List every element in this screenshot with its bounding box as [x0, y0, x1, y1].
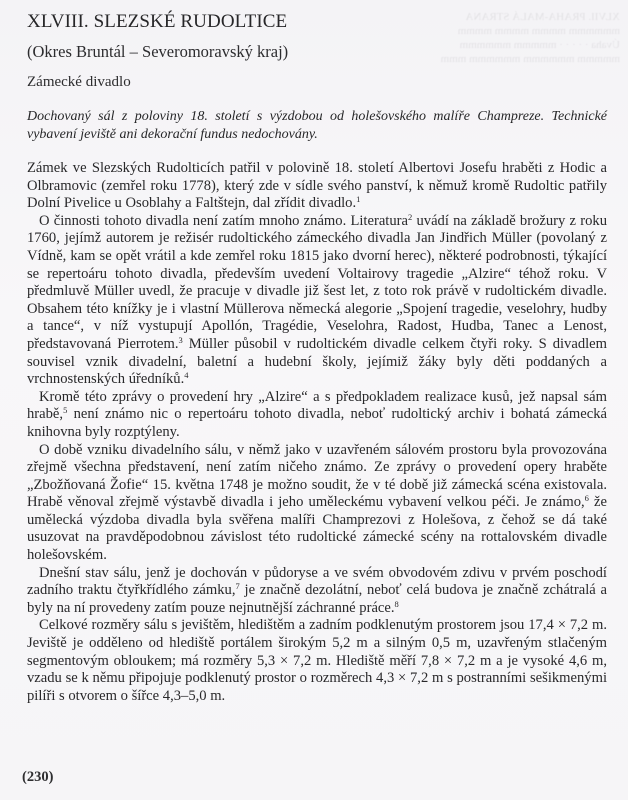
paragraph-text: Müller působil v rudoltickém divadle celkem čtyři roky. S divadlem souvisel vznik divadelní, baletní a hudební školy, jejímiž žáky byly děti poddaných a vrchnostenských úředníků.	[27, 335, 608, 388]
paragraph-text: Kromě této zprávy o provedení hry „Alzire“ a s předpokladem realizace kusů, jež napsal sám hrabě,	[27, 388, 607, 423]
page-number: (230)	[22, 769, 54, 785]
chapter-title: XLVIII. SLEZSKÉ RUDOLTICE	[27, 11, 288, 32]
body-paragraph	[27, 617, 607, 705]
footnote-marker: 5	[63, 405, 68, 416]
body-text	[27, 160, 607, 705]
chapter-location: (Okres Bruntál – Severomoravský kraj)	[27, 42, 289, 61]
body-paragraph	[27, 160, 607, 213]
paragraph-text: Zámek ve Slezských Rudolticích patřil v polovině 18. století Albertovi Josefu hraběti z Hodic a Olbramovic (zemřel roku 1778), který zde v sídle svého panství, k němuž kromě Rudoltic patřily Dolní Pivelice u Osoblahy a Faltštejn, dal zřídit divadlo.	[27, 160, 607, 212]
footnote-marker: 7	[235, 581, 240, 592]
footnote-marker: 8	[394, 598, 399, 609]
paragraph-text: Celkové rozměry sálu s jevištěm, hledištěm a zadním podklenutým prostorem jsou 17,4 × 7,2 m. Jeviště je odděleno od hlediště portálem širokým 5,2 m a silným 0,5 m, uzavřeným stlačeným segmentovým obloukem; má rozměry 5,3 × 7,2 m. Hlediště měří 7,8 × 7,2 m a je vysoké 4,6 m, vzadu se k němu připojuje podklenutý prostor o rozměrech 4,3 × 7,2 m s postranními sešikmenými pilíři s otvorem o šířce 4,3–5,0 m.	[27, 617, 607, 704]
summary-italic: Dochovaný sál z poloviny 18. století s výzdobou od holešovského malíře Champreze. Technické vybavení jeviště ani dekorační fundus nedochovány.	[27, 109, 607, 142]
body-paragraph	[27, 442, 607, 565]
footnote-marker: 4	[184, 370, 189, 381]
section-name: Zámecké divadlo	[27, 74, 131, 90]
paragraph-text: uvádí na základě brožury z roku 1760, jejímž autorem je režisér rudoltického zámeckého divadla Jan Jindřich Müller (povolaný z Vídně, kam se opět vrátil a kde zemřel roku 1815 jako dvorní herec), některé podrobnosti, týkající se repertoáru tohoto divadla, především uvedení Voltairovy tragedie „Alzire“ téhož roku. V předmluvě Müller uvedl, že pracuje v divadle již šest let, z toto rok právě v rudoltickém divadle. Obsahem této knížky je i vlastní Müllerova německá alegorie „Spojení tragedie, veselohry, hudby a tance“, v níž vystupují Apollón, Tragédie, Veselohra, Radost, Hudba, Tanec a Lenost, představovaná Pierrotem.	[27, 212, 607, 352]
body-paragraph	[27, 565, 607, 618]
body-paragraph	[27, 213, 607, 389]
footnote-marker: 1	[356, 194, 361, 205]
footnote-marker: 3	[178, 334, 183, 345]
show-through-text: XLVII. PRAHA-MALÁ STRANA mmmmmm mmmm mmmm mmmm Úvaha · · · · · mmmmm mmmmmm mmmmm mmmmmm mmmmmm mmm	[440, 11, 620, 65]
paragraph-text: není známo nic o repertoáru tohoto divadla, neboť rudoltický archiv i bohatá zámecká knihovna byly rozptýleny.	[27, 406, 607, 440]
paragraph-text: O činnosti tohoto divadla není zatím mnoho známo. Literatura	[39, 212, 408, 229]
paragraph-text: O době vzniku divadelního sálu, v němž jako v uzavřeném sálovém prostoru byla provozována zřejmě všechna představení, není zatím ničeho známo. Ze zprávy o provedení opery hraběte „Zbožňovaná Žofie“ 15. května 1748 je možno soudit, že v té době již zámecká scéna existovala. Hrabě věnoval zřejmě výstavbě divadla i jeho uměleckému vybavení velkou péči. Je známo,	[27, 441, 607, 511]
page-content	[27, 9, 607, 705]
paragraph-text: je značně dezolátní, neboť celá budova je značně zchátralá a byly na ní provedeny zatím pouze nejnutnější záchranné práce.	[27, 582, 608, 616]
footnote-marker: 6	[584, 493, 589, 504]
paragraph-text: že umělecká výzdoba divadla byla svěřena malíři Champrezovi z Holešova, z čehož se dá také usuzovat na pravděpodobnou závislost této rudoltické zámecké scény na rottalovském divadle holešovském.	[27, 494, 607, 564]
footnote-marker: 2	[408, 211, 413, 222]
paragraph-text: Dnešní stav sálu, jenž je dochován v půdoryse a ve svém obvodovém zdivu v prvém poschodí zadního traktu čtyřkřídlého zámku,	[27, 564, 607, 599]
body-paragraph	[27, 389, 607, 442]
